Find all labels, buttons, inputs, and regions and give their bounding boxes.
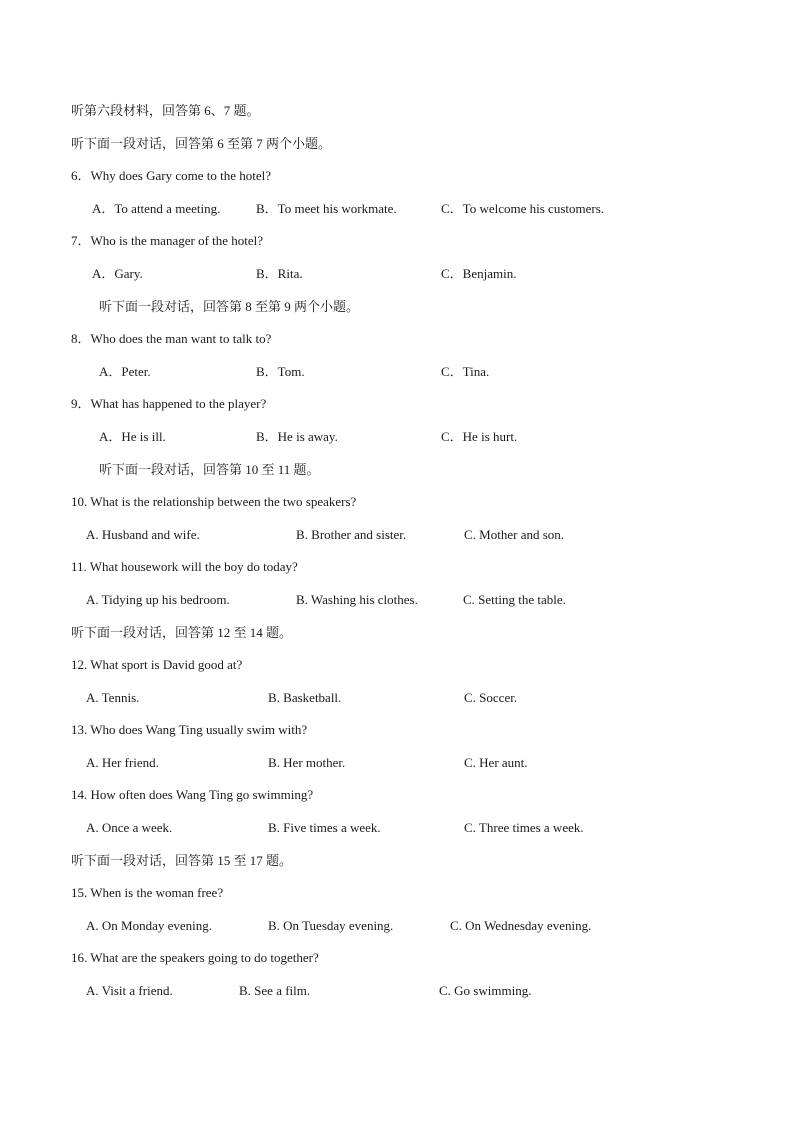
option-c: C．Tina. [441,364,490,379]
option-b: B．Tom. [256,364,305,379]
section-instruction: 听下面一段对话，回答第 15 至 17 题。 [71,853,293,868]
section-instruction: 听下面一段对话，回答第 6 至第 7 两个小题。 [71,136,332,151]
option-c: C. Three times a week. [464,820,584,835]
option-c: C．Benjamin. [441,266,517,281]
question-10: 10. What is the relationship between the two speakers? [71,494,357,509]
option-b: B. Washing his clothes. [296,592,418,607]
option-a: A. Tennis. [86,690,140,705]
question-8: 8．Who does the man want to talk to? [71,331,272,346]
question-13: 13. Who does Wang Ting usually swim with? [71,722,308,737]
question-15: 15. When is the woman free? [71,885,224,900]
option-b: B. On Tuesday evening. [268,918,394,933]
option-a: A. Visit a friend. [86,983,173,998]
option-b: B．Rita. [256,266,303,281]
question-9: 9．What has happened to the player? [71,396,267,411]
option-c: C．He is hurt. [441,429,518,444]
option-b: B. See a film. [239,983,311,998]
option-c: C. On Wednesday evening. [450,918,592,933]
option-a: A. Her friend. [86,755,159,770]
option-a: A. Husband and wife. [86,527,200,542]
option-b: B. Five times a week. [268,820,381,835]
question-11: 11. What housework will the boy do today? [71,559,298,574]
option-a: A. Tidying up his bedroom. [86,592,230,607]
question-7: 7．Who is the manager of the hotel? [71,233,264,248]
section-instruction: 听第六段材料，回答第 6、7 题。 [71,103,260,118]
option-c: C. Her aunt. [464,755,528,770]
option-a: A．To attend a meeting. [92,201,221,216]
option-c: C. Soccer. [464,690,518,705]
section-instruction: 听下面一段对话，回答第 10 至 11 题。 [99,462,320,477]
option-a: A．Peter. [99,364,151,379]
question-6: 6．Why does Gary come to the hotel? [71,168,271,183]
option-a: A. On Monday evening. [86,918,213,933]
option-b: B. Brother and sister. [296,527,407,542]
option-b: B．He is away. [256,429,338,444]
question-12: 12. What sport is David good at? [71,657,243,672]
option-c: C. Mother and son. [464,527,565,542]
option-b: B. Her mother. [268,755,346,770]
option-b: B. Basketball. [268,690,342,705]
option-a: A．He is ill. [99,429,166,444]
option-b: B．To meet his workmate. [256,201,397,216]
question-14: 14. How often does Wang Ting go swimming? [71,787,314,802]
option-c: C. Go swimming. [439,983,532,998]
option-c: C．To welcome his customers. [441,201,605,216]
section-instruction: 听下面一段对话，回答第 8 至第 9 两个小题。 [99,299,360,314]
option-a: A．Gary. [92,266,143,281]
section-instruction: 听下面一段对话，回答第 12 至 14 题。 [71,625,293,640]
option-c: C. Setting the table. [463,592,566,607]
question-16: 16. What are the speakers going to do together? [71,950,319,965]
option-a: A. Once a week. [86,820,173,835]
